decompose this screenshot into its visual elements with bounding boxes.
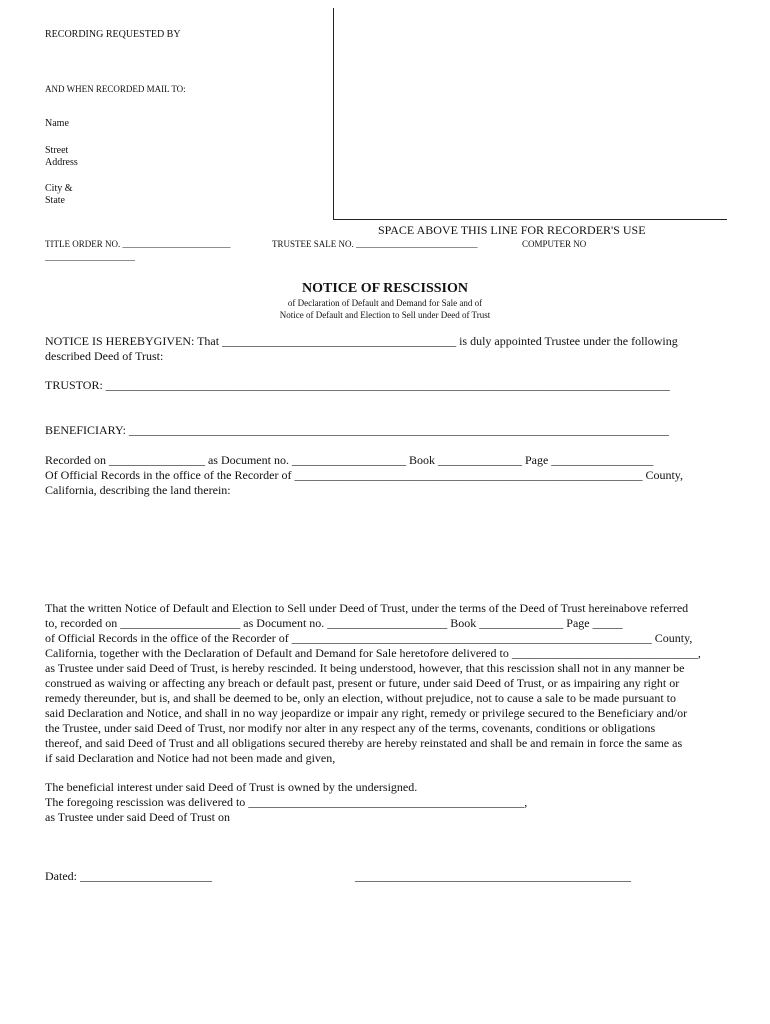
recorded-line-1: Recorded on ________________ as Document no. ___________________ Book ______________ Page _________________ (45, 453, 654, 467)
recorded-line-2: Of Official Records in the office of the Recorder of __________________________________________________________ County, (45, 468, 684, 482)
header-vertical-divider (333, 8, 334, 220)
recorder-use-line (333, 219, 727, 220)
space-above-label: SPACE ABOVE THIS LINE FOR RECORDER'S USE (378, 223, 646, 237)
signature-line: ______________________________________________ (355, 869, 631, 883)
paragraph-line-10: thereof, and said Deed of Trust and all obligations secured thereby are hereby reinstated and shall be and remain in force the same as (45, 736, 683, 750)
paragraph-line-1: That the written Notice of Default and Election to Sell under Deed of Trust, under the terms of the Deed of Trust hereinabove referred (45, 601, 689, 615)
paragraph-line-7: remedy thereunder, but is, and shall be deemed to be, only an election, without prejudice, not to cause a sale to be made pursuant to (45, 691, 676, 705)
city-label: City & (45, 183, 73, 194)
paragraph-line-3: of Official Records in the office of the Recorder of ____________________________________________________________ County, (45, 631, 693, 645)
document-subtitle-2: Notice of Default and Election to Sell under Deed of Trust (279, 310, 491, 320)
computer-no-label: COMPUTER NO (522, 239, 587, 249)
recorded-line-3: California, describing the land therein: (45, 483, 231, 497)
paragraph-line-4: California, together with the Declaration of Default and Demand for Sale heretofore delivered to _______________________________, (45, 646, 701, 660)
delivered-to-field: The foregoing rescission was delivered to ______________________________________________, (45, 795, 528, 809)
street-label: Street (45, 145, 69, 156)
paragraph-line-6: construed as waiving or affecting any breach or default past, present or future, under said Deed of Trust, or as impairing any right or (45, 676, 680, 690)
trustee-sale-field: TRUSTEE SALE NO. ___________________________ (272, 239, 478, 249)
paragraph-line-11: if said Declaration and Notice had not been made and given, (45, 751, 336, 765)
dated-field: Dated: ______________________ (45, 869, 212, 883)
document-subtitle-1: of Declaration of Default and Demand for Sale and of (287, 298, 483, 308)
trustee-date-line: as Trustee under said Deed of Trust on (45, 810, 230, 824)
trustor-field: TRUSTOR: ______________________________________________________________________________________________ (45, 378, 670, 392)
paragraph-line-5: as Trustee under said Deed of Trust, is hereby rescinded. It being understood, however, that this rescission shall not in any manner be (45, 661, 685, 675)
name-label: Name (45, 118, 69, 129)
address-label: Address (45, 157, 78, 168)
paragraph-line-9: the Trustee, under said Deed of Trust, nor modify nor alter in any respect any of the terms, covenants, conditions or obligations (45, 721, 656, 735)
title-order-field: TITLE ORDER NO. ________________________ (45, 239, 231, 249)
recording-requested-label: RECORDING REQUESTED BY (45, 29, 181, 40)
state-label: State (45, 195, 65, 206)
paragraph-line-2: to, recorded on ____________________ as Document no. ____________________ Book ______________ Page _____ (45, 616, 623, 630)
mail-to-label: AND WHEN RECORDED MAIL TO: (45, 84, 186, 94)
notice-line-1: NOTICE IS HEREBYGIVEN: That _______________________________________ is duly appointed Trustee under the following (45, 334, 678, 348)
notice-line-2: described Deed of Trust: (45, 349, 164, 363)
ownership-statement: The beneficial interest under said Deed of Trust is owned by the undersigned. (45, 780, 418, 794)
beneficiary-field: BENEFICIARY: __________________________________________________________________________________________ (45, 423, 669, 437)
document-title: NOTICE OF RESCISSION (302, 281, 468, 296)
paragraph-line-8: said Declaration and Notice, and shall in no way jeopardize or impair any right, remedy or privilege secured to the Beneficiary and/or (45, 706, 688, 720)
computer-no-blank: ____________________ (45, 252, 135, 262)
